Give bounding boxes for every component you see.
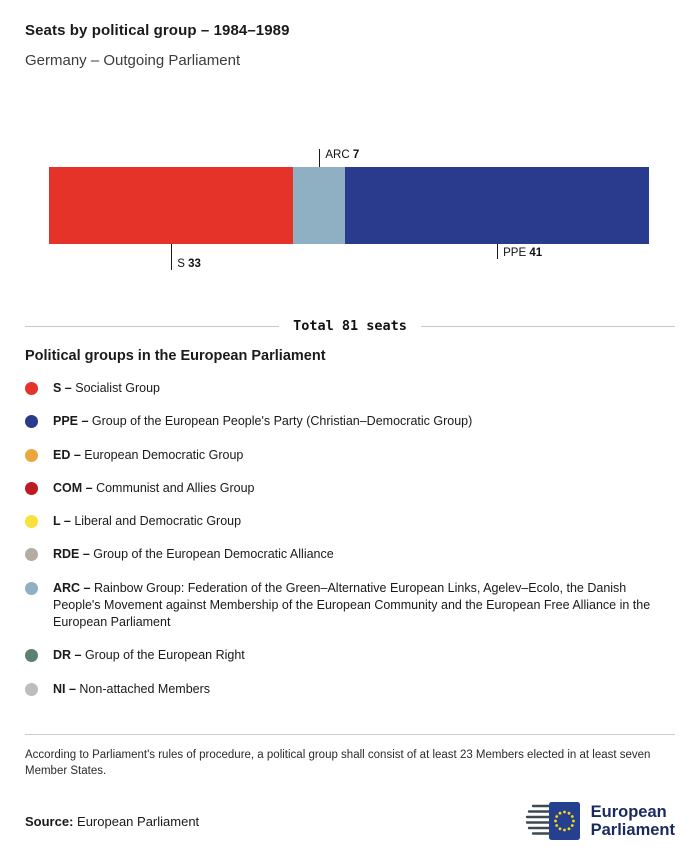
source-line [25,814,199,829]
legend-item-rde [25,546,675,563]
legend-heading: Political groups in the European Parliament [25,348,326,364]
bar-labels-bottom [49,244,649,276]
ni-dot-icon [25,683,38,696]
legend-list [25,380,675,698]
legend-item-label: L – Liberal and Democratic Group [53,514,242,528]
rde-dot-icon [25,548,38,561]
ep-logo-text-line2: Parliament [590,821,675,840]
ep-logo [524,798,675,844]
arc-dot-icon [25,582,38,595]
bar-label-tick-S [171,244,172,270]
bar-label-text-S: S 33 [177,258,201,270]
bar-label-tick-PPE [497,244,498,259]
source-row [25,798,675,844]
legend-item-label: RDE – Group of the European Democratic Alliance [53,547,334,562]
divider-line-right [421,326,675,327]
procedure-note: According to Parliament's rules of procedure, a political group shall consist of at least 23 Members elected in at least seven Member States. [25,734,675,780]
total-seats-label: Total 81 seats [293,318,407,334]
legend-item-label: S – Socialist Group [53,381,161,395]
legend-item-dr [25,647,675,664]
dr-dot-icon [25,649,38,662]
bar-label-text-ARC: ARC 7 [325,149,360,161]
source-value: European Parliament [77,813,200,829]
bar-label-PPE [497,244,542,259]
page-subtitle: Germany – Outgoing Parliament [25,52,241,69]
legend-item-label: DR – Group of the European Right [53,648,245,663]
bar-segment-PPE[interactable] [345,167,649,244]
stacked-bar [49,167,649,244]
legend-item-label: ED – European Democratic Group [53,447,244,462]
source-label: Source: [25,813,74,829]
bar-segment-ARC[interactable] [293,167,345,244]
divider-line-left [25,326,279,327]
ppe-dot-icon [25,415,38,428]
legend-item-ni [25,681,675,698]
legend-item-ed [25,447,675,464]
bar-labels-top [49,149,649,167]
bar-segment-S[interactable] [49,167,293,244]
ed-dot-icon [25,449,38,462]
seats-bar-chart [49,149,649,276]
ep-logo-text-line1: European [590,802,667,821]
legend-item-l [25,513,675,530]
legend-item-ppe [25,413,675,430]
ep-logo-text [591,803,675,840]
eu-flag [549,802,580,840]
legend-item-com [25,480,675,497]
l-dot-icon [25,515,38,528]
com-dot-icon [25,482,38,495]
bar-label-text-PPE: PPE 41 [503,247,543,259]
legend-item-label: PPE – Group of the European People's Party (Christian–Democratic Group) [53,414,473,429]
legend-item-label: ARC – Rainbow Group: Federation of the Green–Alternative European Links, Agelev–Ecolo, the Danish People's Movement against Membership of the European Community and the European Free Alliance in the European Parliament [53,580,651,629]
bar-label-ARC [319,149,359,167]
total-seats-divider [25,318,675,334]
s-dot-icon [25,382,38,395]
legend-item-s [25,380,675,397]
eu-flag-logo-icon [524,798,582,844]
page-title: Seats by political group – 1984–1989 [25,22,290,39]
bar-label-S [171,244,201,270]
legend-item-label: COM – Communist and Allies Group [53,480,255,495]
bar-label-tick-ARC [319,149,320,167]
legend-item-arc [25,580,675,632]
legend-item-label: NI – Non-attached Members [53,681,211,696]
